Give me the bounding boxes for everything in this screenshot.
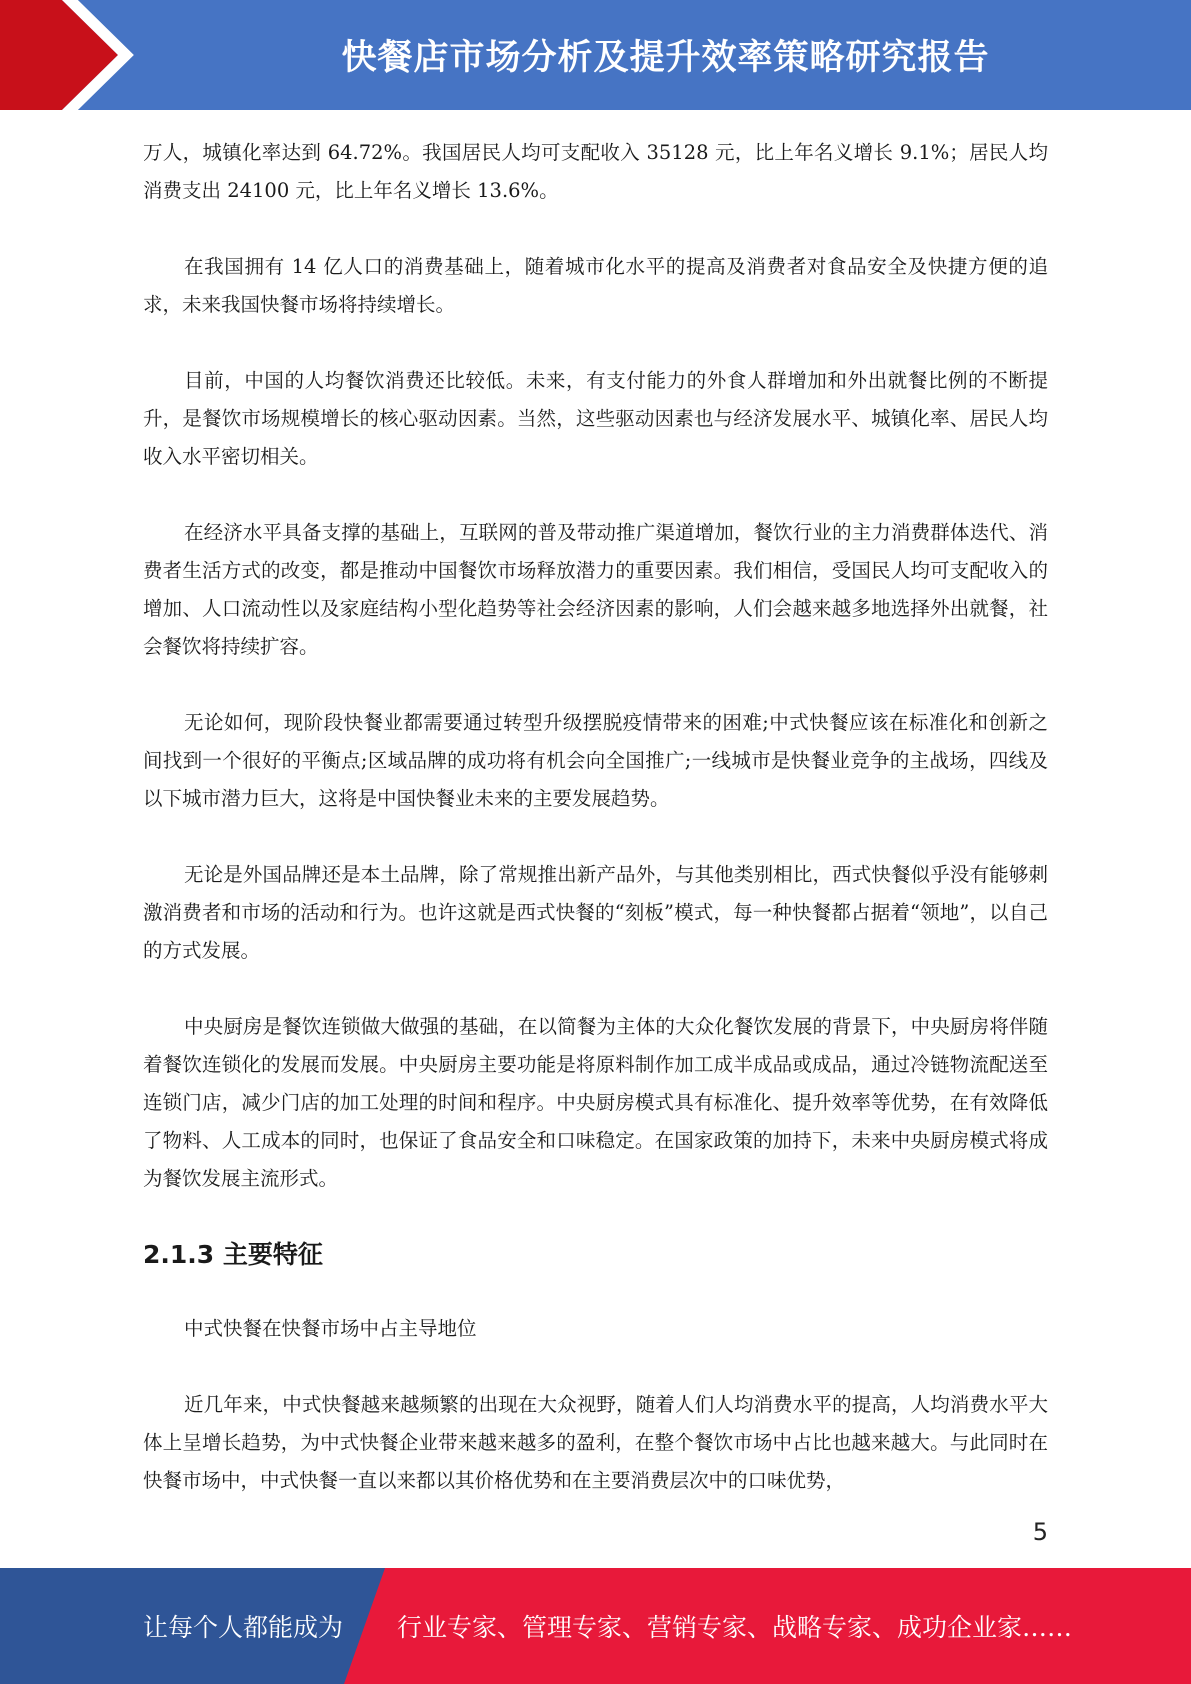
- page-number: 5: [1032, 1518, 1048, 1546]
- footer-slogan-left: 让每个人都能成为: [143, 1613, 344, 1642]
- paragraph: 无论是外国品牌还是本土品牌，除了常规推出新产品外，与其他类别相比，西式快餐似乎没有能够刺激消费者和市场的活动和行为。也许这就是西式快餐的“刻板”模式，每一种快餐都占据着“领地”，以自己的方式发展。: [143, 863, 1048, 962]
- paragraph: 无论如何，现阶段快餐业都需要通过转型升级摆脱疫情带来的困难;中式快餐应该在标准化和创新之间找到一个很好的平衡点;区域品牌的成功将有机会向全国推广;一线城市是快餐业竞争的主战场，四线及以下城市潜力巨大，这将是中国快餐业未来的主要发展趋势。: [143, 711, 1048, 810]
- paragraph: 在我国拥有 14 亿人口的消费基础上，随着城市化水平的提高及消费者对食品安全及快捷方便的追求，未来我国快餐市场将持续增长。: [143, 255, 1048, 316]
- section-heading: 2.1.3 主要特征: [143, 1240, 323, 1269]
- header-chevron-decoration: [0, 0, 160, 110]
- page-footer: [0, 1568, 1191, 1684]
- footer-slogan-right: 行业专家、管理专家、营销专家、战略专家、成功企业家……: [397, 1613, 1073, 1642]
- paragraph: 中央厨房是餐饮连锁做大做强的基础，在以简餐为主体的大众化餐饮发展的背景下，中央厨房将伴随着餐饮连锁化的发展而发展。中央厨房主要功能是将原料制作加工成半成品或成品，通过冷链物流配送至连锁门店，减少门店的加工处理的时间和程序。中央厨房模式具有标准化、提升效率等优势，在有效降低了物料、人工成本的同时，也保证了食品安全和口味稳定。在国家政策的加持下，未来中央厨房模式将成为餐饮发展主流形式。: [143, 1015, 1048, 1190]
- paragraph: 万人，城镇化率达到 64.72%。我国居民人均可支配收入 35128 元，比上年名义增长 9.1%；居民人均消费支出 24100 元，比上年名义增长 13.6%。: [143, 141, 1048, 202]
- document-body: [143, 134, 1048, 1538]
- page-header: [0, 0, 1191, 110]
- paragraph: 在经济水平具备支撑的基础上，互联网的普及带动推广渠道增加，餐饮行业的主力消费群体迭代、消费者生活方式的改变，都是推动中国餐饮市场释放潜力的重要因素。我们相信，受国民人均可支配收入的增加、人口流动性以及家庭结构小型化趋势等社会经济因素的影响，人们会越来越多地选择外出就餐，社会餐饮将持续扩容。: [143, 521, 1048, 658]
- subsection-lead: 中式快餐在快餐市场中占主导地位: [184, 1317, 477, 1340]
- paragraph: 近几年来，中式快餐越来越频繁的出现在大众视野，随着人们人均消费水平的提高，人均消费水平大体上呈增长趋势，为中式快餐企业带来越来越多的盈利，在整个餐饮市场中占比也越来越大。与此同时在快餐市场中，中式快餐一直以来都以其价格优势和在主要消费层次中的口味优势，: [143, 1393, 1048, 1492]
- paragraph: 目前，中国的人均餐饮消费还比较低。未来，有支付能力的外食人群增加和外出就餐比例的不断提升，是餐饮市场规模增长的核心驱动因素。当然，这些驱动因素也与经济发展水平、城镇化率、居民人均收入水平密切相关。: [143, 369, 1048, 468]
- report-title: 快餐店市场分析及提升效率策略研究报告: [341, 38, 990, 78]
